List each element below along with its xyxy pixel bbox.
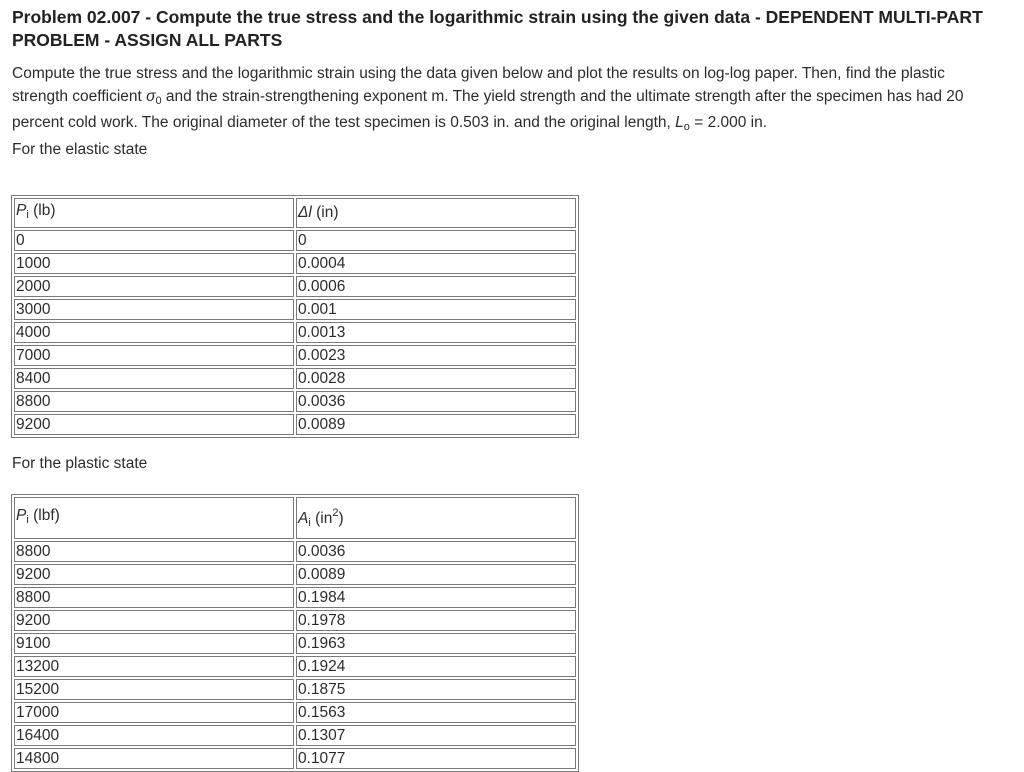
elastic-table-row	[14, 299, 576, 320]
load-symbol: P	[16, 202, 27, 219]
elastic-value-cell: 0.0013	[296, 322, 576, 343]
load-subscript: i	[26, 514, 29, 526]
elastic-state-table	[11, 195, 579, 438]
elastic-load-cell: 1000	[14, 253, 294, 274]
statement-part-2: and the strain-strengthening exponent m. The yield strength and the ultimate strength after the specimen has had 20 percent cold work. The original diameter of the test specimen is 0.503 in. and the original length,	[12, 87, 964, 131]
plastic-load-cell: 9100	[14, 633, 294, 654]
plastic-table-row	[14, 564, 576, 585]
elastic-table-row	[14, 253, 576, 274]
elastic-table-row	[14, 276, 576, 297]
elastic-value-cell: 0.0004	[296, 253, 576, 274]
plastic-header-load	[14, 497, 294, 539]
elastic-header-load	[14, 198, 294, 228]
elastic-value-cell: 0.0028	[296, 368, 576, 389]
load-unit: (lb)	[28, 202, 56, 219]
plastic-table-row	[14, 610, 576, 631]
plastic-header-row	[14, 497, 576, 539]
area-unit-exponent: 2	[332, 507, 339, 519]
elastic-load-cell: 8400	[14, 368, 294, 389]
plastic-table-row	[14, 656, 576, 677]
plastic-value-cell: 0.0036	[296, 541, 576, 562]
elastic-value-cell: 0	[296, 230, 576, 251]
elastic-header-row	[14, 198, 576, 228]
elastic-load-cell: 8800	[14, 391, 294, 412]
plastic-load-cell: 9200	[14, 564, 294, 585]
plastic-value-cell: 0.1978	[296, 610, 576, 631]
plastic-value-cell: 0.1963	[296, 633, 576, 654]
elastic-value-cell: 0.0036	[296, 391, 576, 412]
statement-part-1: Compute the true stress and the logarithmic strain using the data given below and plot the results on log-log paper. Then, find the plastic strength coefficient	[12, 65, 945, 105]
plastic-table-row	[14, 702, 576, 723]
elongation-symbol: Δl	[298, 204, 312, 221]
elastic-load-cell: 2000	[14, 276, 294, 297]
plastic-value-cell: 0.1875	[296, 679, 576, 700]
plastic-value-cell: 0.1924	[296, 656, 576, 677]
elastic-load-cell: 0	[14, 230, 294, 251]
plastic-table-row	[14, 541, 576, 562]
problem-title: Problem 02.007 - Compute the true stress and the logarithmic strain using the given data - DEPENDENT MULTI-PART PROBLEM - ASSIGN ALL PARTS	[12, 7, 983, 50]
plastic-value-cell: 0.0089	[296, 564, 576, 585]
statement-paragraph	[12, 63, 1002, 139]
plastic-table-row	[14, 633, 576, 654]
plastic-table-row	[14, 748, 576, 769]
plastic-state-label: For the plastic state	[12, 455, 148, 472]
plastic-value-cell: 0.1077	[296, 748, 576, 769]
elastic-table-row	[14, 391, 576, 412]
elastic-table-row	[14, 322, 576, 343]
elastic-value-cell: 0.0006	[296, 276, 576, 297]
load-subscript: i	[26, 209, 29, 221]
elastic-value-cell: 0.0089	[296, 414, 576, 435]
area-unit-close: )	[338, 510, 344, 527]
load-unit: (lbf)	[28, 507, 60, 524]
length-symbol: L	[675, 114, 684, 131]
problem-statement	[12, 63, 1002, 161]
length-subscript: o	[683, 121, 690, 133]
plastic-load-cell: 14800	[14, 748, 294, 769]
elastic-state-label: For the elastic state	[12, 140, 148, 158]
statement-part-3: = 2.000 in.	[689, 114, 768, 131]
elongation-unit: (in)	[311, 204, 339, 221]
elastic-load-cell: 3000	[14, 299, 294, 320]
plastic-load-cell: 13200	[14, 656, 294, 677]
plastic-load-cell: 16400	[14, 725, 294, 746]
elastic-table-row	[14, 368, 576, 389]
plastic-header-area	[296, 497, 576, 539]
elastic-load-cell: 4000	[14, 322, 294, 343]
plastic-load-cell: 9200	[14, 610, 294, 631]
elastic-value-cell: 0.001	[296, 299, 576, 320]
area-unit-open: (in	[310, 510, 333, 527]
load-symbol: P	[16, 507, 27, 524]
plastic-value-cell: 0.1563	[296, 702, 576, 723]
area-symbol: A	[298, 510, 309, 527]
elastic-load-cell: 7000	[14, 345, 294, 366]
elastic-table-row	[14, 230, 576, 251]
elastic-header-elongation	[296, 198, 576, 228]
plastic-table-row	[14, 679, 576, 700]
elastic-table-row	[14, 345, 576, 366]
elastic-table-row	[14, 414, 576, 435]
area-subscript: i	[308, 517, 311, 529]
plastic-state-table	[11, 494, 579, 772]
sigma-symbol: σ	[146, 87, 156, 105]
plastic-load-cell: 8800	[14, 541, 294, 562]
plastic-load-cell: 15200	[14, 679, 294, 700]
plastic-table-row	[14, 587, 576, 608]
elastic-load-cell: 9200	[14, 414, 294, 435]
plastic-value-cell: 0.1307	[296, 725, 576, 746]
sigma-subscript: 0	[155, 94, 162, 107]
plastic-value-cell: 0.1984	[296, 587, 576, 608]
plastic-table-row	[14, 725, 576, 746]
elastic-value-cell: 0.0023	[296, 345, 576, 366]
plastic-load-cell: 8800	[14, 587, 294, 608]
plastic-load-cell: 17000	[14, 702, 294, 723]
